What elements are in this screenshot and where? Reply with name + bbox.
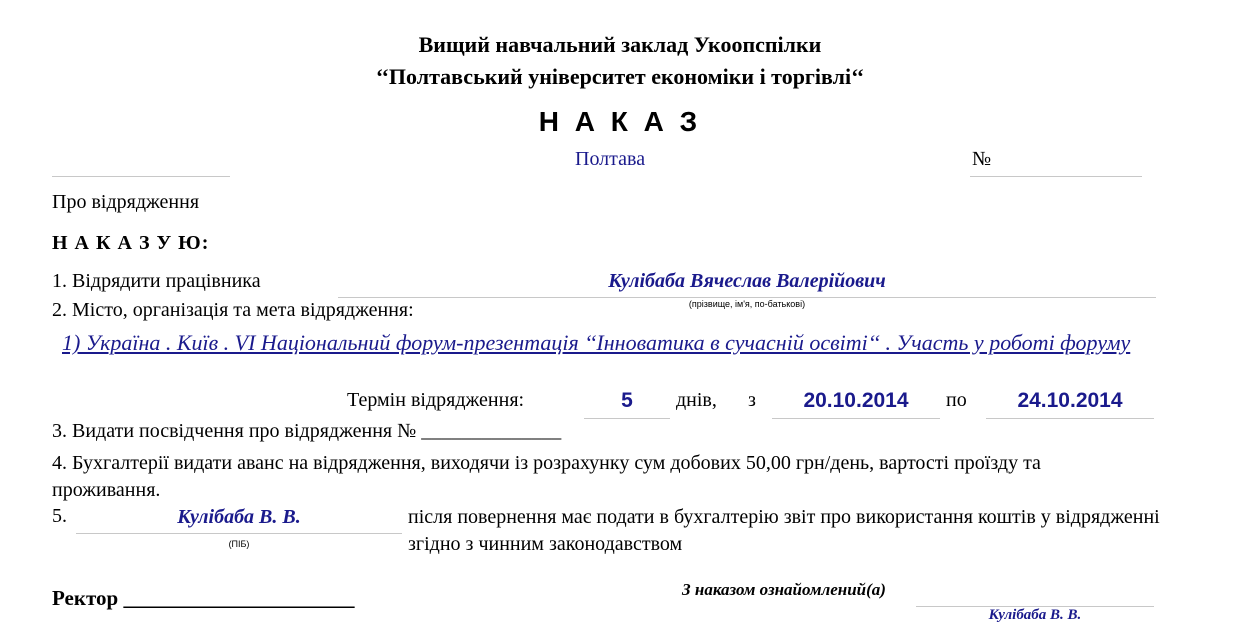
- term-label: Термін відрядження:: [347, 389, 525, 411]
- trip-purpose: 1) Україна . Київ . VI Національний форум-презентація ‘‘Інноватика в сучасній освіті‘‘ . Участь у роботі форуму: [62, 330, 1131, 355]
- acknowledged-name: Кулібаба В. В.: [988, 607, 1082, 623]
- item3: 3. Видати посвідчення про відрядження № ______________: [52, 420, 562, 442]
- to-label: по: [946, 389, 967, 411]
- order-subject: Про відрядження: [52, 191, 200, 213]
- date-to: 24.10.2014: [1017, 389, 1123, 412]
- employee-name-line: [338, 297, 1156, 298]
- institution-name: Вищий навчальний заклад Укоопспілки: [418, 32, 822, 57]
- order-number-label: №: [972, 148, 992, 170]
- date-field-line: [52, 176, 230, 177]
- order-number-line: [970, 176, 1142, 177]
- order-command: Н А К А З У Ю:: [52, 232, 210, 254]
- days-line: [584, 418, 670, 419]
- order-title: Н А К А З: [538, 106, 702, 137]
- university-name: ‘‘Полтавський університет економіки і торгівлі‘‘: [375, 64, 865, 89]
- item5-name: Кулібаба В. В.: [177, 506, 301, 528]
- item2-label: 2. Місто, організація та мета відрядження:: [52, 299, 414, 321]
- city: Полтава: [575, 148, 646, 170]
- item5-text: після повернення має подати в бухгалтерію звіт про використання коштів у відрядженні згідно з чинним законодавством: [408, 506, 1160, 555]
- date-to-line: [986, 418, 1154, 419]
- item4: 4. Бухгалтерії видати аванс на відрядження, виходячи із розрахунку сум добових 50,00 грн/день, вартості проїзду та проживання.: [52, 452, 1041, 501]
- item5-name-hint: (ПІБ): [228, 539, 250, 549]
- from-label: з: [748, 389, 756, 411]
- item5-name-line: [76, 533, 402, 534]
- date-from-line: [772, 418, 940, 419]
- acknowledged-label: З наказом ознайомлений(а): [682, 580, 886, 599]
- employee-name: Кулібаба Вячеслав Валерійович: [608, 270, 886, 292]
- days-value: 5: [621, 389, 633, 412]
- employee-name-hint: (прізвище, ім'я, по-батькові): [688, 299, 806, 309]
- rector-signature: Ректор ______________________: [52, 586, 355, 610]
- days-label: днів,: [676, 389, 717, 411]
- item1-label: 1. Відрядити працівника: [52, 270, 261, 292]
- item5-label: 5.: [52, 505, 67, 527]
- date-from: 20.10.2014: [803, 389, 909, 412]
